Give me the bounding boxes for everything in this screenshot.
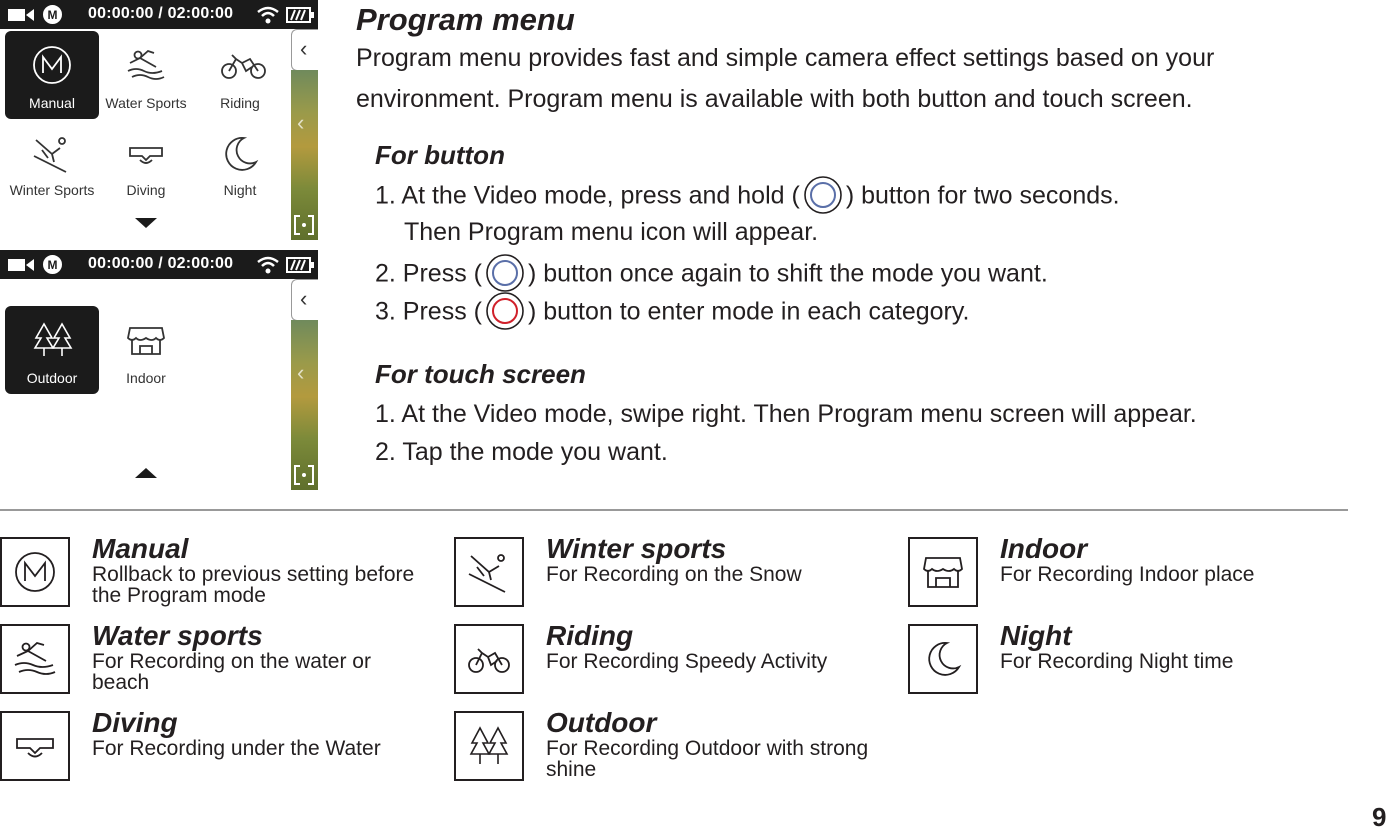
legend-icon-box <box>908 537 978 607</box>
button-step-1 <box>375 179 1120 215</box>
legend-desc: For Recording Outdoor with strong shine <box>546 737 869 781</box>
tile-diving[interactable] <box>99 120 193 208</box>
legend-night <box>908 620 1338 704</box>
section-divider <box>0 509 1348 511</box>
chevron-left-icon: ‹ <box>297 360 305 385</box>
moon-icon <box>220 134 260 174</box>
diving-mask-icon <box>13 724 57 768</box>
legend-desc: For Recording Indoor place <box>1000 563 1255 586</box>
chevron-left-icon: ‹ <box>300 36 308 61</box>
motorcycle-icon <box>467 637 511 681</box>
tile-water-sports[interactable] <box>99 31 193 119</box>
button-step-3 <box>375 295 969 331</box>
wifi-icon <box>256 256 280 274</box>
legend-desc: For Recording on the water or beach <box>92 650 371 694</box>
legend-manual <box>0 533 430 617</box>
legend-indoor <box>908 533 1338 617</box>
legend-winter-sports <box>454 533 884 617</box>
button-step-2 <box>375 257 1048 293</box>
tile-label: Riding <box>220 95 260 111</box>
store-icon <box>126 320 166 360</box>
video-camera-icon <box>8 8 34 22</box>
trees-icon <box>32 320 74 360</box>
step-text: ) button for two seconds. <box>845 181 1120 210</box>
scroll-up-arrow[interactable] <box>135 468 157 478</box>
recording-time: 00:00:00 / 02:00:00 <box>88 255 234 272</box>
mode-badge: M <box>43 255 62 274</box>
mode-button-icon <box>803 175 843 215</box>
tile-label: Manual <box>29 95 75 111</box>
camera-preview <box>291 320 318 490</box>
button-step-1-continued: Then Program menu icon will appear. <box>404 218 819 246</box>
tile-label: Winter Sports <box>9 182 95 198</box>
swimmer-icon <box>126 45 166 85</box>
skier-icon <box>467 550 511 594</box>
status-bar <box>0 250 318 279</box>
trees-icon <box>467 724 511 768</box>
legend-riding <box>454 620 884 704</box>
motorcycle-icon <box>220 45 268 85</box>
diving-mask-icon <box>126 134 166 174</box>
touch-step-2: 2. Tap the mode you want. <box>375 438 668 466</box>
legend-desc: Rollback to previous setting before the Program mode <box>92 563 415 607</box>
legend-icon-box <box>454 711 524 781</box>
program-menu-screen-2 <box>0 250 318 490</box>
chevron-left-icon: ‹ <box>300 286 308 311</box>
step-text: 2. Press ( <box>375 259 482 288</box>
page-title: Program menu <box>356 2 575 37</box>
legend-outdoor <box>454 707 884 791</box>
camera-preview <box>291 70 318 240</box>
legend-name: Night <box>1000 620 1072 651</box>
tile-indoor[interactable] <box>99 306 193 394</box>
manual-icon <box>13 550 57 594</box>
focus-frame-icon <box>293 214 315 236</box>
legend-name: Manual <box>92 533 189 564</box>
skier-icon <box>32 134 72 174</box>
chevron-left-icon: ‹ <box>297 110 305 135</box>
step-text: 3. Press ( <box>375 297 482 326</box>
legend-icon-box <box>454 537 524 607</box>
tile-label: Diving <box>126 182 166 198</box>
collapse-menu-tab[interactable] <box>291 29 318 71</box>
touch-step-1: 1. At the Video mode, swipe right. Then Program menu screen will appear. <box>375 400 1197 428</box>
legend-water-sports <box>0 620 430 704</box>
legend-diving <box>0 707 430 791</box>
legend-desc: For Recording Night time <box>1000 650 1234 673</box>
legend-desc: For Recording on the Snow <box>546 563 802 586</box>
recording-time: 00:00:00 / 02:00:00 <box>88 5 234 22</box>
tile-outdoor[interactable] <box>5 306 99 394</box>
collapse-menu-tab[interactable] <box>291 279 318 321</box>
status-bar <box>0 0 318 29</box>
battery-icon <box>286 7 314 23</box>
tile-label: Water Sports <box>105 95 187 111</box>
legend-icon-box <box>0 537 70 607</box>
legend-icon-box <box>908 624 978 694</box>
legend-name: Riding <box>546 620 634 651</box>
tile-label: Outdoor <box>26 370 78 386</box>
step-text: ) button to enter mode in each category. <box>527 297 970 326</box>
wifi-icon <box>256 6 280 24</box>
tile-label: Indoor <box>126 370 166 386</box>
tile-label: Night <box>223 182 257 198</box>
intro-paragraph: Program menu provides fast and simple camera effect settings based on your environment. Program menu is available with both button and touch screen. <box>356 44 1215 113</box>
legend-icon-box <box>0 624 70 694</box>
legend-icon-box <box>0 711 70 781</box>
video-camera-icon <box>8 258 34 272</box>
legend-desc: For Recording Speedy Activity <box>546 650 828 673</box>
legend-name: Outdoor <box>546 707 657 738</box>
tile-manual[interactable] <box>5 31 99 119</box>
button-section-heading: For button <box>375 140 505 170</box>
mode-badge: M <box>43 5 62 24</box>
program-menu-screen-1 <box>0 0 318 240</box>
tile-night[interactable] <box>193 120 287 208</box>
store-icon <box>921 550 965 594</box>
step-text: 1. At the Video mode, press and hold ( <box>375 181 800 210</box>
legend-name: Water sports <box>92 620 263 651</box>
battery-icon <box>286 257 314 273</box>
legend-name: Indoor <box>1000 533 1088 564</box>
record-button-icon <box>485 291 525 331</box>
manual-icon <box>32 45 72 85</box>
legend-name: Winter sports <box>546 533 727 564</box>
touch-section-heading: For touch screen <box>375 359 586 389</box>
mode-button-icon <box>485 253 525 293</box>
scroll-down-arrow[interactable] <box>135 218 157 228</box>
moon-icon <box>921 637 965 681</box>
swimmer-icon <box>13 637 57 681</box>
legend-desc: For Recording under the Water <box>92 737 381 760</box>
page-number: 9 <box>1372 802 1387 832</box>
tile-riding[interactable] <box>193 31 287 119</box>
legend-name: Diving <box>92 707 178 738</box>
legend-icon-box <box>454 624 524 694</box>
focus-frame-icon <box>293 464 315 486</box>
tile-winter-sports[interactable] <box>5 120 99 208</box>
step-text: ) button once again to shift the mode you want. <box>527 259 1048 288</box>
